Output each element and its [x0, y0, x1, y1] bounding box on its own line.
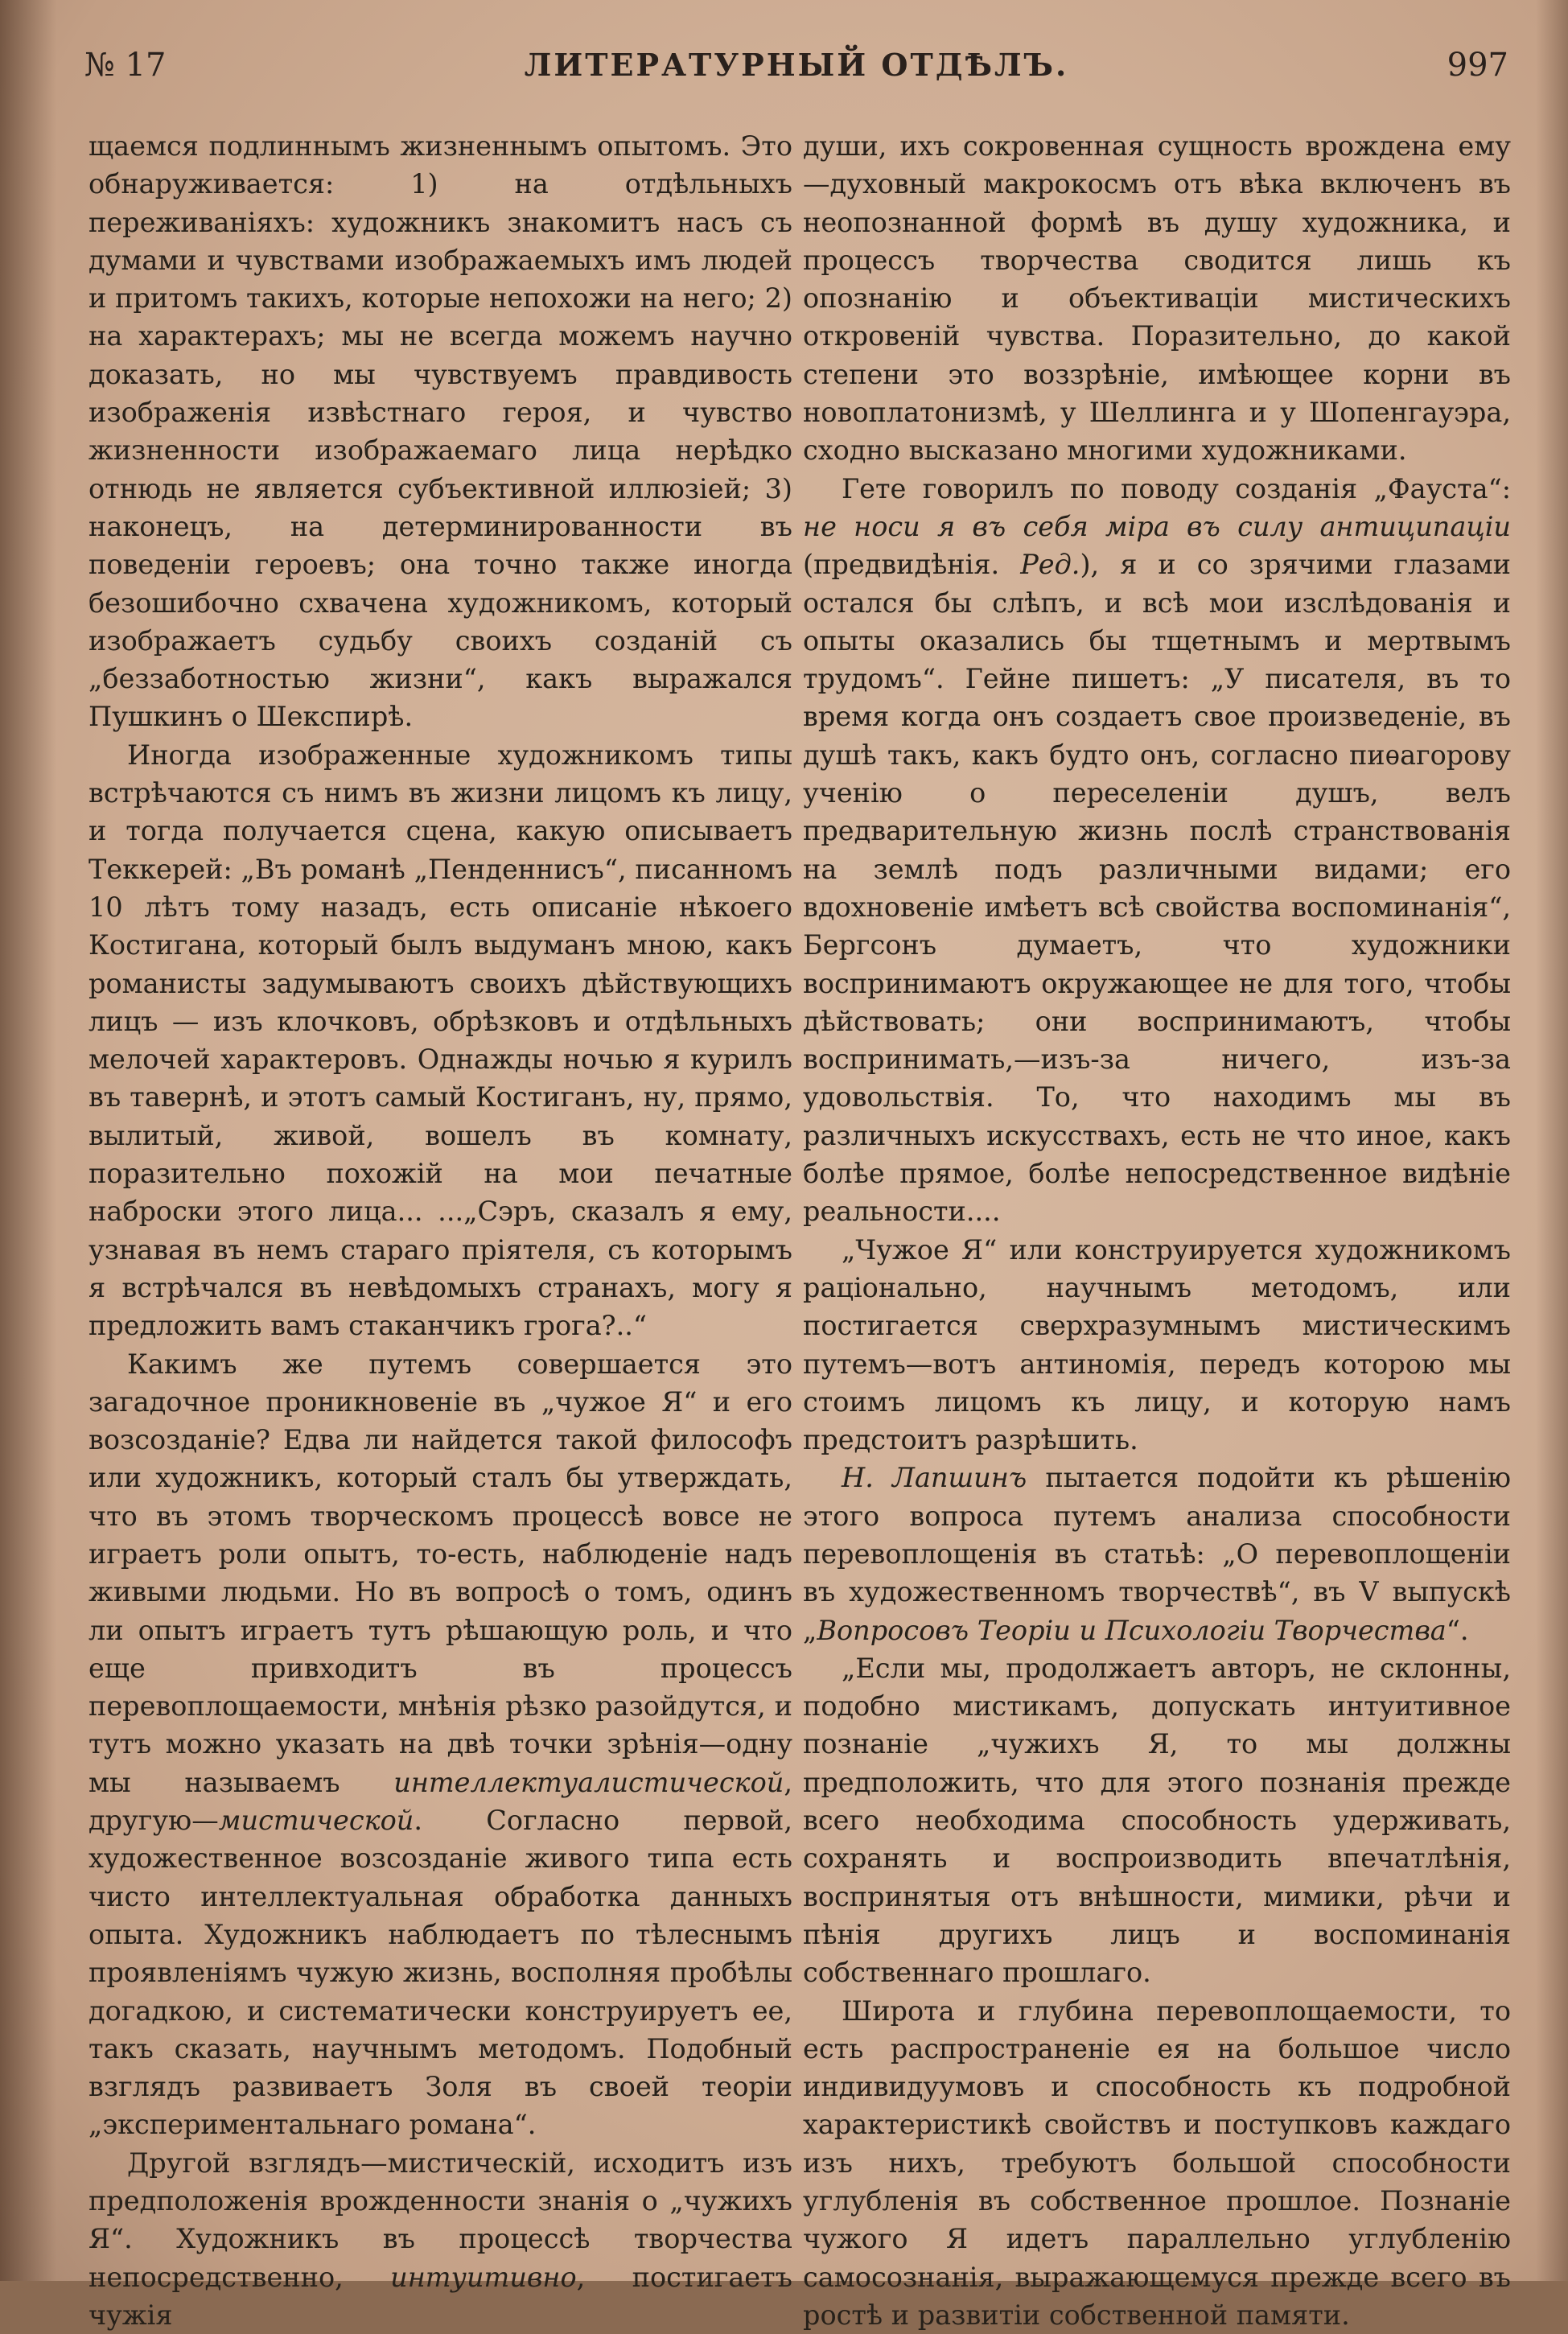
- italic-abbrev: Ред.: [1020, 549, 1080, 581]
- italic-author-name: Н. Лапшинъ: [842, 1462, 1027, 1494]
- italic-term: интуитивно: [390, 2261, 577, 2293]
- text-run: Другой взглядъ—мистическій, исходитъ изъ предположенія врожденности знанія о „чужихъ Я“. Художникъ въ процессѣ творчества непосредственно,: [88, 2147, 792, 2293]
- paragraph: Иногда изображенные художникомъ типы встрѣчаются съ нимъ въ жизни лицомъ къ лицу, и тогда получается сцена, какую описываетъ Теккерей: „Въ романѣ „Пенденнисъ“, писанномъ 10 лѣтъ тому назадъ, есть описаніе нѣкоего Костигана, который былъ выдуманъ мною, какъ романисты задумываютъ своихъ дѣйствующихъ лицъ — изъ клочковъ, обрѣзковъ и отдѣльныхъ мелочей характеровъ. Однажды ночью я курилъ въ тавернѣ, и этотъ самый Костиганъ, ну, прямо, вылитый, живой, вошелъ въ комнату, поразительно похожій на мои печатные наброски этого лица... ...„Сэръ, сказалъ я ему, узнавая въ немъ стараго пріятеля, съ которымъ я встрѣчался въ невѣдомыхъ странахъ, могу я предложить вамъ стаканчикъ грога?..“: [88, 739, 792, 1342]
- paragraph: щаемся подлиннымъ жизненнымъ опытомъ. Это обнаруживается: 1) на отдѣльныхъ переживаніяхъ: художникъ знакомитъ насъ съ думами и чувствами изображаемыхъ имъ людей и притомъ такихъ, которые непохожи на него; 2) на характерахъ; мы не всегда можемъ научно доказать, но мы чувствуемъ правдивость изображенія извѣстнаго героя, и чувство жизненности изображаемаго лица нерѣдко отнюдь не является субъективной иллюзіей; 3) наконецъ, на детерминированности въ поведеніи героевъ; она точно также иногда безошибочно схвачена художникомъ, который изображаетъ судьбу своихъ созданій съ „беззаботностью жизни“, какъ выражался Пушкинъ о Шекспирѣ.: [88, 130, 792, 733]
- page-gutter-shadow: [0, 0, 56, 2281]
- right-column: [803, 127, 1511, 2334]
- text-run: , другую—: [88, 1766, 792, 1837]
- page-number: 997: [1447, 47, 1508, 84]
- text-run: “.: [1446, 1614, 1469, 1646]
- italic-term: мистической: [218, 1805, 414, 1837]
- paragraph: [88, 2144, 792, 2334]
- left-column: [88, 127, 792, 2334]
- text-run: Какимъ же путемъ совершается это загадочное проникновеніе въ „чужое Я“ и его возсозданіе? Едва ли найдется такой философъ или художникъ, который сталъ бы утверждать, что въ этомъ творческомъ процессѣ вовсе не играетъ роли опытъ, то-есть, наблюденіе надъ живыми людьми. Но въ вопросѣ о томъ, одинъ ли опытъ играетъ тутъ рѣшающую роль, и что еще привходитъ въ процессъ перевоплощаемости, мнѣнія рѣзко разойдутся, и тутъ можно указать на двѣ точки зрѣнія—одну мы называемъ: [88, 1348, 792, 1798]
- text-run: . Согласно первой, художественное возсозданіе живого типа есть чисто интеллектуальная обработка данныхъ опыта. Художникъ наблюдаетъ по тѣлеснымъ проявленіямъ чужую жизнь, восполняя пробѣлы догадкою, и систематически конструируетъ ее, такъ сказать, научнымъ методомъ. Подобный взглядъ развиваетъ Золя въ своей теоріи „экспериментальнаго романа“.: [88, 1805, 792, 2141]
- paragraph: [803, 1459, 1511, 1649]
- page-edge-shadow: [1536, 0, 1568, 2281]
- italic-quote: не носи я въ себя міра въ силу антиципаціи: [803, 510, 1511, 542]
- issue-number: № 17: [84, 47, 167, 84]
- text-run: Гете говорилъ по поводу созданія „Фауста“:: [842, 472, 1511, 504]
- text-run: (предвидѣнія.: [803, 549, 1021, 581]
- paragraph: „Если мы, продолжаетъ авторъ, не склонны, подобно мистикамъ, допускать интуитивное познаніе „чужихъ Я, то мы должны предположить, что для этого познанія прежде всего необходима способность удерживать, сохранять и воспроизводить впечатлѣнія, воспринятыя отъ внѣшности, мимики, рѣчи и пѣнія другихъ лицъ и воспоминанія собственнаго прошлаго.: [803, 1652, 1511, 1989]
- text-run: ), я и со зрячими глазами остался бы слѣпъ, и всѣ мои изслѣдованія и опыты оказались бы тщетнымъ и мертвымъ трудомъ“. Гейне пишетъ: „У писателя, въ то время когда онъ создаетъ свое произведеніе, въ душѣ такъ, какъ будто онъ, согласно пиѳагорову ученію о переселеніи душъ, велъ предварительную жизнь послѣ странствованія на землѣ подъ различными видами; его вдохновеніе имѣетъ всѣ свойства воспоминанія“, Бергсонъ думаетъ, что художники воспринимаютъ окружающее не для того, чтобы дѣйствовать; они воспринимаютъ, чтобы воспринимать,—изъ-за ничего, изъ-за удовольствія. То, что находимъ мы въ различныхъ искусствахъ, есть не что иное, какъ болѣе прямое, болѣе непосредственное видѣніе реальности....: [803, 549, 1511, 1228]
- paragraph: [88, 1345, 792, 2144]
- paragraph: „Чужое Я“ или конструируется художникомъ раціонально, научнымъ методомъ, или постигается сверхразумнымъ мистическимъ путемъ—вотъ антиномія, передъ которою мы стоимъ лицомъ къ лицу, и которую намъ предстоитъ разрѣшить.: [803, 1233, 1511, 1456]
- italic-term: интеллектуалистической: [393, 1766, 784, 1798]
- text-run: , постигаетъ чужія: [88, 2261, 792, 2331]
- section-title: ЛИТЕРАТУРНЫЙ ОТДѢЛЪ.: [524, 47, 1069, 83]
- paragraph: Широта и глубина перевоплощаемости, то есть распространеніе ея на большое число индивидуумовъ и способность къ подробной характеристикѣ свойствъ и поступковъ каждаго изъ нихъ, требуютъ большой способности углубленія въ собственное прошлое. Познаніе чужого Я идетъ параллельно углубленію самосознанія, выражающемуся прежде всего въ ростѣ и развитіи собственной памяти.: [803, 1994, 1511, 2331]
- text-run: пытается подойти къ рѣшенію этого вопроса путемъ анализа способности перевоплощенія въ статьѣ: „О перевоплощеніи въ художественномъ творчествѣ“, въ V выпускѣ „: [803, 1462, 1512, 1646]
- running-header: [84, 47, 1508, 95]
- paragraph: [803, 470, 1511, 1231]
- italic-publication-title: Вопросовъ Теоріи и Психологіи Творчества: [817, 1614, 1447, 1646]
- paragraph: души, ихъ сокровенная сущность врождена ему—духовный макрокосмъ отъ вѣка включенъ въ неопознанной формѣ въ душу художника, и процессъ творчества сводится лишь къ опознанію и объективаціи мистическихъ откровеній чувства. Поразительно, до какой степени это воззрѣніе, имѣющее корни въ новоплатонизмѣ, у Шеллинга и у Шопенгауэра, сходно высказано многими художниками.: [803, 130, 1511, 467]
